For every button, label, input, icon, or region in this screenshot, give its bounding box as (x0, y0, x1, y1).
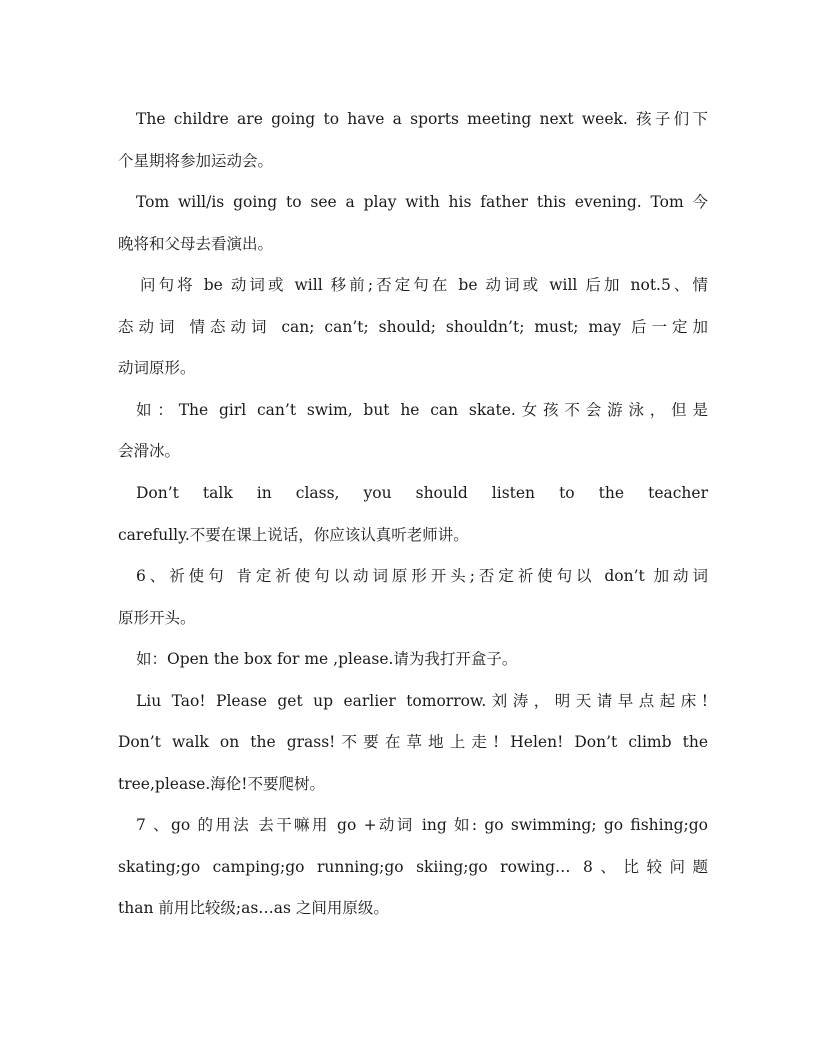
text-line-7: 动词原形。 (118, 359, 196, 377)
text-line-3: Tom will/is going to see a play with his father this evening. Tom 今 (136, 193, 708, 211)
text-line-19: skating;go camping;go running;go skiing;go rowing… 8、比较问题 (118, 858, 708, 876)
text-line-1: The childre are going to have a sports meeting next week. 孩子们下 (136, 110, 708, 128)
text-line-5: 问句将 be 动词或 will 移前;否定句在 be 动词或 will 后加 not.5、情 (140, 276, 708, 294)
text-line-13: 原形开头。 (118, 609, 196, 627)
text-line-2: 个星期将参加运动会。 (118, 152, 274, 170)
text-line-12: 6、祈使句 肯定祈使句以动词原形开头;否定祈使句以 don’t 加动词 (136, 567, 708, 585)
text-line-17: tree,please.海伦!不要爬树。 (118, 775, 325, 793)
text-line-14: 如：Open the box for me ,please.请为我打开盒子。 (136, 650, 518, 668)
text-line-15: Liu Tao! Please get up earlier tomorrow.刘涛，明天请早点起床! (136, 692, 708, 710)
text-line-10: Don’t talk in class, you should listen to the teacher (136, 484, 708, 502)
text-line-9: 会滑冰。 (118, 442, 181, 460)
text-line-11: carefully.不要在课上说话，你应该认真听老师讲。 (118, 526, 469, 544)
text-line-8: 如：The girl can’t swim, but he can skate.女孩不会游泳，但是 (136, 401, 708, 419)
text-line-18: 7 、go 的用法 去干嘛用 go +动词 ing 如: go swimming; go fishing;go (136, 816, 708, 834)
text-line-6: 态动词 情态动词 can; can’t; should; shouldn’t; must; may 后一定加 (118, 318, 708, 336)
text-line-20: than 前用比较级;as…as 之间用原级。 (118, 899, 389, 917)
text-line-16: Don’t walk on the grass!不要在草地上走! Helen! Don’t climb the (118, 733, 708, 751)
text-line-4: 晚将和父母去看演出。 (118, 235, 274, 253)
